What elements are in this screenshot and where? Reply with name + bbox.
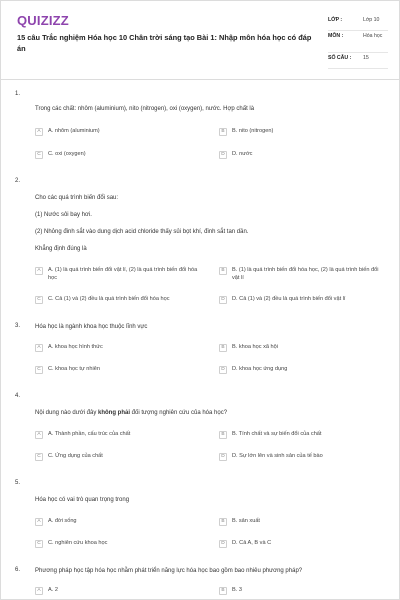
answer-option[interactable] <box>219 587 387 595</box>
meta-subject-row <box>328 31 388 53</box>
worksheet-title: 15 câu Trắc nghiệm Hóa học 10 Chân trời sáng tạo Bài 1: Nhập môn hóa học có đáp án <box>17 33 312 53</box>
option-text: A. Thành phần, cấu trúc của chất <box>48 431 131 437</box>
option-text: A. đời sống <box>48 518 77 524</box>
question-number: 5. <box>15 480 21 486</box>
answer-option[interactable] <box>35 344 203 352</box>
option-text: B. Tính chất và sự biến đổi của chất <box>232 431 322 437</box>
question-text: Hóa học là ngành khoa học thuộc lĩnh vực <box>35 324 148 330</box>
meta-count-value: 15 <box>363 55 369 61</box>
question-text-start: Nội dung nào dưới đây <box>35 410 98 416</box>
meta-class-label: LỚP : <box>328 17 343 23</box>
option-letter: B <box>219 344 227 352</box>
option-letter: D <box>219 540 227 548</box>
meta-subject-label: MÔN : <box>328 33 344 39</box>
option-text: C. Ứng dụng của chất <box>48 453 103 459</box>
meta-count-label: SỐ CÂU : <box>328 55 352 61</box>
option-text: A. khoa học hình thức <box>48 344 103 350</box>
answer-option[interactable] <box>219 296 387 304</box>
option-letter: A <box>35 587 43 595</box>
option-letter: D <box>219 366 227 374</box>
option-letter: A <box>35 431 43 439</box>
answer-option[interactable] <box>35 151 203 159</box>
option-text: B. 3 <box>232 587 242 593</box>
answer-option[interactable] <box>35 366 203 374</box>
option-text: D. nước <box>232 151 253 157</box>
question-text <box>35 409 227 418</box>
answer-option[interactable] <box>219 540 387 548</box>
option-letter: A <box>35 128 43 136</box>
answer-option[interactable] <box>35 128 203 136</box>
option-text: A. nhôm (aluminium) <box>48 128 100 134</box>
header-divider <box>1 79 400 80</box>
question-statement-1: (1) Nước sôi bay hơi. <box>35 212 92 218</box>
option-text: B. sản xuất <box>232 518 260 524</box>
option-text: D. khoa học ứng dụng <box>232 366 288 372</box>
answer-option[interactable] <box>219 366 387 374</box>
option-text: B. (1) là quá trình biến đổi hóa học, (2) là quá trình biến đổi vật lí <box>232 267 379 281</box>
option-letter: C <box>35 540 43 548</box>
answer-option[interactable] <box>35 431 203 439</box>
question-number: 4. <box>15 393 21 399</box>
answer-option[interactable] <box>35 296 203 304</box>
answer-option[interactable] <box>219 344 387 352</box>
meta-count-row <box>328 53 388 69</box>
option-text: A. 2 <box>48 587 58 593</box>
answer-option[interactable] <box>35 540 203 548</box>
question-text-emphasis: không phải <box>98 410 130 416</box>
option-letter: C <box>35 366 43 374</box>
answer-option[interactable] <box>35 267 203 282</box>
option-text: B. khoa học xã hội <box>232 344 279 350</box>
option-letter: C <box>35 296 43 304</box>
option-text: B. nito (nitrogen) <box>232 128 274 134</box>
meta-class-value: Lớp 10 <box>363 17 380 23</box>
option-letter: B <box>219 518 227 526</box>
worksheet-meta <box>328 15 388 69</box>
option-letter: B <box>219 267 227 275</box>
option-letter: D <box>219 453 227 461</box>
option-text: C. nghiên cứu khoa học <box>48 540 108 546</box>
answer-option[interactable] <box>35 518 203 526</box>
answer-option[interactable] <box>35 453 203 461</box>
answer-option[interactable] <box>219 128 387 136</box>
option-letter: A <box>35 267 43 275</box>
answer-option[interactable] <box>219 267 387 282</box>
question-text: Hóa học có vai trò quan trọng trong <box>35 497 130 503</box>
answer-option[interactable] <box>219 431 387 439</box>
question-number: 1. <box>15 91 21 97</box>
answer-option[interactable] <box>219 453 387 461</box>
option-text: C. khoa học tự nhiên <box>48 366 100 372</box>
option-text: C. Cả (1) và (2) đều là quá trình biến đổi hóa học <box>48 296 170 302</box>
option-letter: B <box>219 587 227 595</box>
question-intro: Cho các quá trình biến đổi sau: <box>35 195 119 201</box>
option-letter: B <box>219 128 227 136</box>
quizizz-logo: QUIZIZZ <box>17 13 69 28</box>
question-text: Khẳng định đúng là <box>35 246 87 252</box>
answer-option[interactable] <box>219 518 387 526</box>
meta-subject-value: Hóa học <box>363 33 383 39</box>
option-letter: A <box>35 518 43 526</box>
option-letter: A <box>35 344 43 352</box>
question-number: 2. <box>15 178 21 184</box>
option-text: A. (1) là quá trình biến đổi vật lí, (2) là quá trình biến đổi hóa học <box>48 267 198 281</box>
worksheet-header <box>1 1 400 79</box>
option-text: D. Cả (1) và (2) đều là quá trình biến đổi vật lí <box>232 296 346 302</box>
option-letter: C <box>35 151 43 159</box>
question-text: Trong các chất: nhôm (aluminium), nito (nitrogen), oxi (oxygen), nước. Hợp chất là <box>35 106 255 112</box>
option-letter: B <box>219 431 227 439</box>
option-letter: D <box>219 296 227 304</box>
question-text-end: đối tượng nghiên cứu của hóa học? <box>130 410 228 416</box>
question-statement-2: (2) Nhỏng đinh sắt vào dung dịch acid chloride thấy sủi bọt khí, đinh sắt tan dần. <box>35 229 249 235</box>
option-text: D. Sự lớn lên và sinh sản của tế bào <box>232 453 323 459</box>
question-number: 3. <box>15 323 21 329</box>
meta-class-row <box>328 15 388 31</box>
question-number: 6. <box>15 567 21 573</box>
answer-option[interactable] <box>35 587 203 595</box>
option-text: C. oxi (oxygen) <box>48 151 86 157</box>
answer-option[interactable] <box>219 151 387 159</box>
option-letter: D <box>219 151 227 159</box>
option-text: D. Cả A, B và C <box>232 540 272 546</box>
question-text: Phương pháp học tập hóa học nhằm phát triển năng lực hóa học bao gồm bao nhiêu phương pháp? <box>35 568 303 574</box>
option-letter: C <box>35 453 43 461</box>
